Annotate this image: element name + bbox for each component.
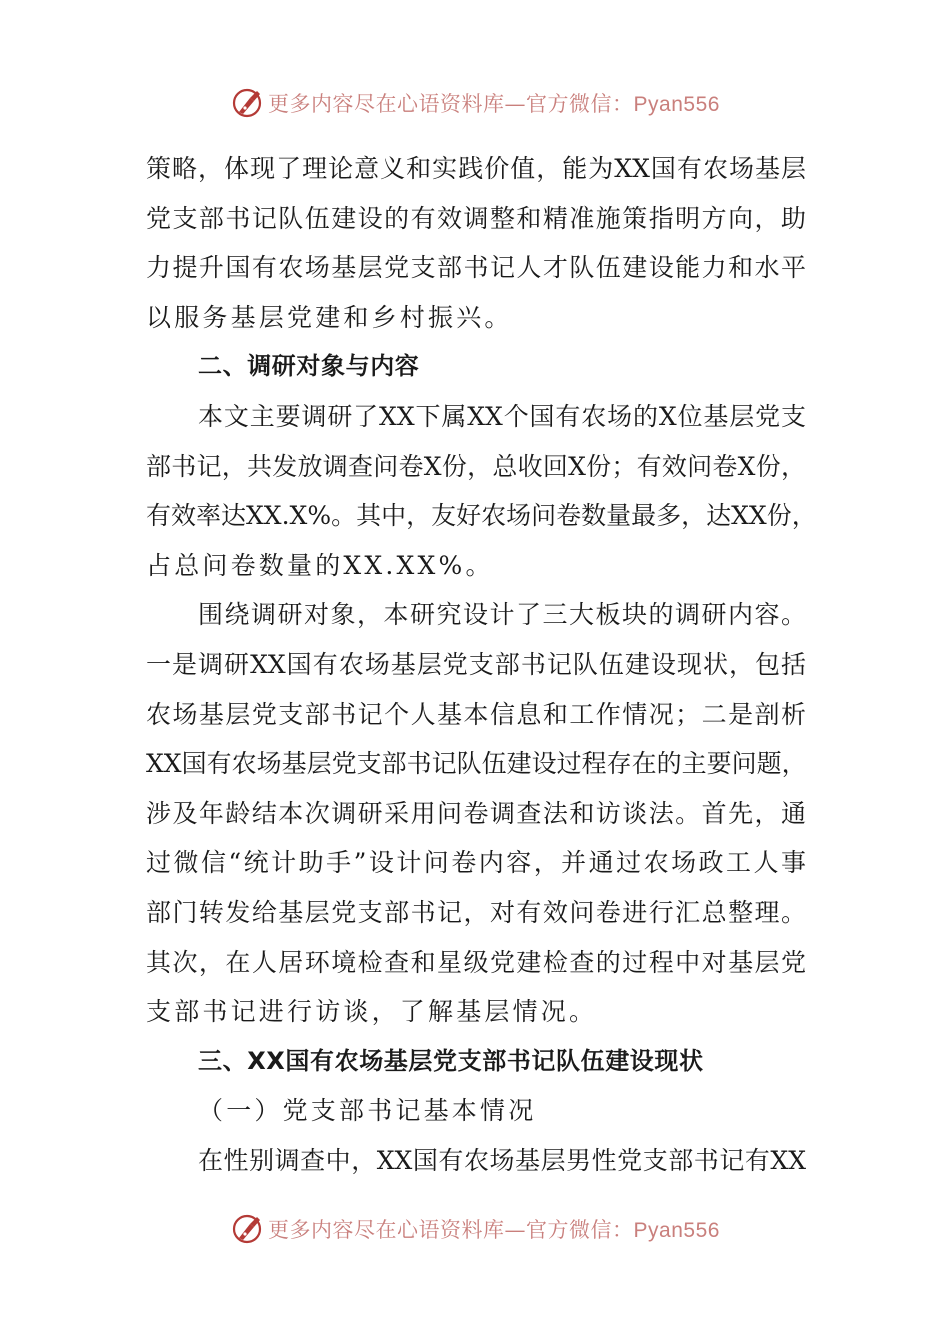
- footer-banner-wechat-id: Pyan556: [633, 1219, 720, 1242]
- paragraph-line: 农场基层党支部书记个人基本信息和工作情况；二是剖析: [146, 699, 806, 729]
- paragraph-line: 党支部书记队伍建设的有效调整和精准施策指明方向，助: [146, 203, 806, 233]
- paragraph-line: 支部书记进行访谈，了解基层情况。: [146, 997, 598, 1027]
- footer-banner-title: 更多内容尽在心语资料库: [268, 1218, 505, 1242]
- section-heading-3: 三、XX国有农场基层党支部书记队伍建设现状: [198, 1046, 704, 1075]
- footer-banner-separator: —: [504, 1218, 527, 1242]
- subsection-heading: （一）党支部书记基本情况: [198, 1096, 537, 1126]
- paragraph-line: 策略，体现了理论意义和实践价值，能为XX国有农场基层: [146, 154, 806, 183]
- paragraph-line: 一是调研XX国有农场基层党支部书记队伍建设现状，包括: [146, 649, 806, 679]
- header-banner-wechat-id: Pyan556: [633, 93, 720, 116]
- paragraph-line: 部门转发给基层党支部书记，对有效问卷进行汇总整理。: [146, 897, 806, 927]
- section-heading-2: 二、调研对象与内容: [198, 352, 420, 381]
- header-banner: [0, 83, 950, 123]
- header-banner-wechat-label: 官方微信：: [526, 92, 634, 116]
- pen-nib-logo-icon: [230, 86, 264, 120]
- header-banner-separator: —: [504, 92, 527, 116]
- paragraph-line: 在性别调查中，XX国有农场基层男性党支部书记有XX: [198, 1145, 806, 1175]
- header-banner-title: 更多内容尽在心语资料库: [268, 92, 505, 116]
- paragraph-line: 围绕调研对象，本研究设计了三大板块的调研内容。: [198, 600, 806, 630]
- footer-banner-text: [268, 1214, 720, 1244]
- paragraph-line: 力提升国有农场基层党支部书记人才队伍建设能力和水平: [146, 253, 806, 283]
- footer-banner-wechat-label: 官方微信：: [526, 1218, 634, 1242]
- footer-banner: [0, 1209, 950, 1249]
- paragraph-line: 其次，在人居环境检查和星级党建检查的过程中对基层党: [146, 947, 806, 977]
- paragraph-line: XX国有农场基层党支部书记队伍建设过程存在的主要问题，: [146, 749, 807, 779]
- paragraph-line: 本文主要调研了XX下属XX个国有农场的X位基层党支: [198, 401, 806, 431]
- paragraph-line: 占总问卷数量的XX.XX%。: [146, 550, 494, 580]
- paragraph-line: 有效率达XX.X%。其中，友好农场问卷数量最多，达XX份，: [146, 501, 817, 531]
- paragraph-line: 部书记，共发放调查问卷X份，总收回X份；有效问卷X份，: [146, 451, 806, 481]
- paragraph-line: 以服务基层党建和乡村振兴。: [146, 302, 513, 332]
- pen-nib-logo-icon: [230, 1212, 264, 1246]
- header-banner-text: [268, 88, 720, 118]
- paragraph-line: 过微信“统计助手”设计问卷内容，并通过农场政工人事: [146, 848, 806, 878]
- paragraph-line: 涉及年龄结本次调研采用问卷调查法和访谈法。首先，通: [146, 798, 806, 828]
- document-body: [146, 144, 817, 1185]
